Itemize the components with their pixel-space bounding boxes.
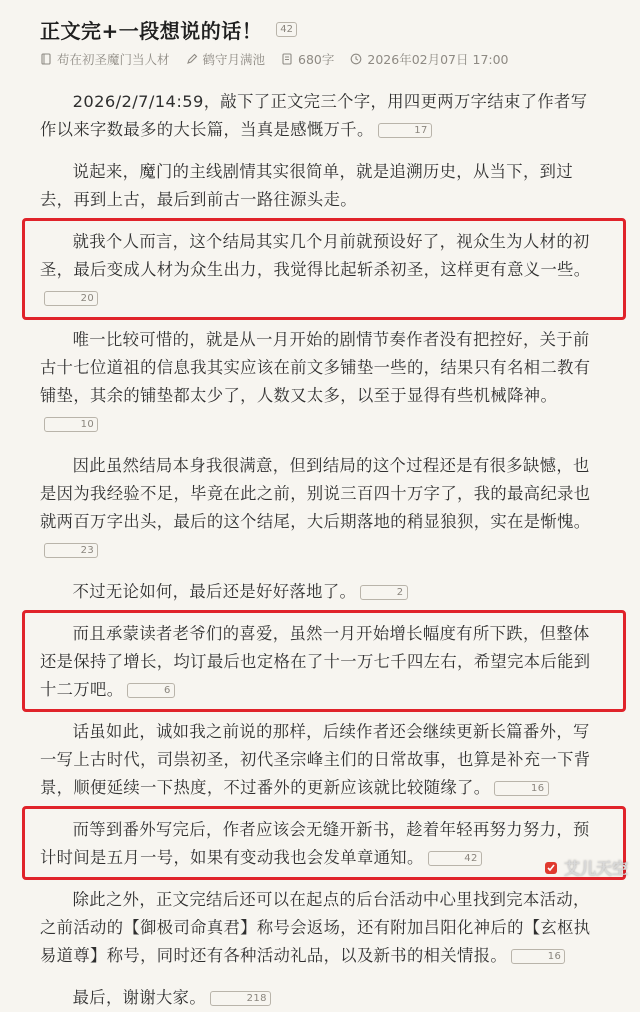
paragraph-comment-badge[interactable]: 17 xyxy=(378,123,432,138)
watermark xyxy=(544,856,628,879)
meta-time xyxy=(350,50,508,68)
highlighted-paragraph xyxy=(40,816,600,872)
meta-author[interactable] xyxy=(186,50,266,68)
paragraph-text: 不过无论如何，最后还是好好落地了。 xyxy=(72,582,357,601)
page-title: 正文完+一段想说的话！ xyxy=(40,18,263,43)
paragraph-comment-badge[interactable]: 218 xyxy=(210,991,271,1006)
meta-row xyxy=(40,50,600,68)
highlighted-paragraph xyxy=(40,228,600,312)
meta-words xyxy=(281,50,334,68)
clock-icon xyxy=(350,53,362,65)
paragraph xyxy=(40,886,600,970)
paragraph xyxy=(40,984,600,1012)
paragraph-text: 说起来，魔门的主线剧情其实很简单，就是追溯历史，从当下，到过去，再到上古，最后到前古一路往源头走。 xyxy=(40,162,574,209)
highlighted-paragraph xyxy=(40,620,600,704)
paragraph-text: 唯一比较可惜的，就是从一月开始的剧情节奏作者没有把控好，关于前古十七位道祖的信息我其实应该在前文多铺垫一些的，结果只有名相二教有铺垫，其余的铺垫都太少了，人数又太多，以至于显得有些机械降神。 xyxy=(40,330,591,405)
publish-time: 2026年02月07日 17:00 xyxy=(367,52,509,67)
paragraph xyxy=(40,718,600,802)
paragraph-text: 而且承蒙读者老爷们的喜爱，虽然一月开始增长幅度有所下跌，但整体还是保持了增长，均订最后也定格在了十一万七千四左右，希望完本后能到十二万吧。 xyxy=(40,624,591,699)
title-row xyxy=(40,14,600,44)
paragraph-comment-badge[interactable]: 16 xyxy=(494,781,548,796)
paragraph-text: 2026/2/7/14:59，敲下了正文完三个字，用四更两万字结束了作者写作以来字数最多的大长篇，当真是感慨万千。 xyxy=(40,92,588,139)
paragraph xyxy=(40,326,600,438)
word-count: 680字 xyxy=(298,52,335,67)
paragraph-comment-badge[interactable]: 6 xyxy=(127,683,174,698)
paragraph-comment-badge[interactable]: 42 xyxy=(428,851,482,866)
watermark-logo-icon xyxy=(544,861,558,875)
watermark-text: 艾儿天空 xyxy=(563,859,628,878)
meta-book[interactable] xyxy=(40,50,170,68)
title-comment-badge[interactable]: 42 xyxy=(276,22,297,37)
paragraph-comment-badge[interactable]: 20 xyxy=(44,291,98,306)
paragraph xyxy=(40,88,600,144)
paragraph-text: 最后，谢谢大家。 xyxy=(72,988,207,1007)
pen-icon xyxy=(186,53,198,65)
paragraph xyxy=(40,452,600,564)
article-body xyxy=(40,88,600,1012)
book-icon xyxy=(40,53,52,65)
document-icon xyxy=(281,53,293,65)
paragraph-text: 因此虽然结局本身我很满意，但到结局的这个过程还是有很多缺憾，也是因为我经验不足，毕竟在此之前，别说三百四十万字了，我的最高纪录也就两百万字出头，最后的这个结尾，大后期落地的稍显狼狈，实在是惭愧。 xyxy=(40,456,591,531)
paragraph-comment-badge[interactable]: 2 xyxy=(360,585,407,600)
paragraph xyxy=(40,158,600,214)
author-name: 鹤守月满池 xyxy=(202,52,266,67)
paragraph-text: 话虽如此，诚如我之前说的那样，后续作者还会继续更新长篇番外，写一写上古时代，司祟初圣，初代圣宗峰主们的日常故事，也算是补充一下背景，顺便延续一下热度，不过番外的更新应该就比较随缘了。 xyxy=(40,722,591,797)
paragraph xyxy=(40,578,600,606)
paragraph-comment-badge[interactable]: 16 xyxy=(511,949,565,964)
book-name: 苟在初圣魔门当人材 xyxy=(57,52,170,67)
paragraph-text: 除此之外，正文完结后还可以在起点的后台活动中心里找到完本活动，之前活动的【御极司命真君】称号会返场，还有附加吕阳化神后的【玄枢执易道尊】称号，同时还有各种活动礼品，以及新书的相关情报。 xyxy=(40,890,591,965)
paragraph-text: 而等到番外写完后，作者应该会无缝开新书，趁着年轻再努力努力，预计时间是五月一号，如果有变动我也会发单章通知。 xyxy=(40,820,590,867)
paragraph-comment-badge[interactable]: 10 xyxy=(44,417,98,432)
paragraph-comment-badge[interactable]: 23 xyxy=(44,543,98,558)
paragraph-text: 就我个人而言，这个结局其实几个月前就预设好了，视众生为人材的初圣，最后变成人材为众生出力，我觉得比起斩杀初圣，这样更有意义一些。 xyxy=(40,232,591,279)
